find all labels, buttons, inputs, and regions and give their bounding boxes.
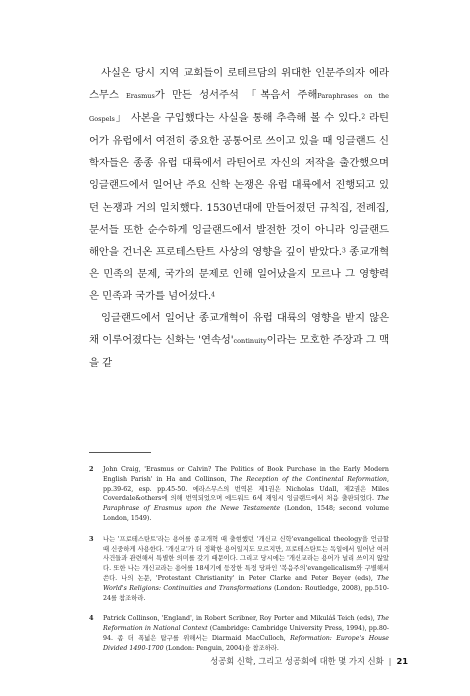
footnote-ref[interactable]: 2 bbox=[361, 113, 366, 121]
book-title: The Reformation in National Context bbox=[103, 615, 389, 633]
latin-term: evangelical theology bbox=[293, 534, 362, 543]
footnote bbox=[89, 614, 389, 653]
text-run: 이라는 모호한 주장과 그 맥을 같 bbox=[89, 334, 390, 370]
footnote-number: 2 bbox=[89, 465, 94, 473]
footnotes bbox=[89, 465, 389, 665]
book-title: The World's Religions: Continuities and Transformations bbox=[103, 574, 389, 592]
text-run: 나는 '프로테스탄트'라는 용어를 종교개혁 때 출현했던 '개신교 신학' bbox=[103, 535, 294, 543]
footnote-ref[interactable]: 4 bbox=[211, 291, 215, 299]
latin-term: continuity bbox=[233, 337, 267, 346]
footnote-number: 3 bbox=[89, 534, 94, 543]
text-run: 을 언급할 때 신중하게 사용한다. '개신교'가 더 정확한 용어일지도 모르지만, 프로테스탄트는 독일에서 일어난 여러 사건들과 관련해서 특별한 의미를 갖기 때문이다. 그리고 당시에는 '개신교라는 용어가 널리 쓰이지 않았다. 또한 나는 개신교라는 용어를 18세기에 등장한 특정 당파인 '복음주의' bbox=[103, 535, 389, 573]
book-title: Reformation: Europe's House Divided 1490-1700 bbox=[103, 634, 389, 652]
book-title: The Reception of the Continental Reformation bbox=[230, 475, 387, 483]
latin-term: Paraphrases on the Gospels bbox=[89, 92, 389, 124]
footnote-text bbox=[103, 465, 389, 524]
footnote-text bbox=[103, 535, 389, 604]
footnote-divider bbox=[89, 452, 151, 453]
text-run: 가 만든 성서주석 「복음서 주해 bbox=[154, 89, 318, 102]
page-number: 21 bbox=[396, 656, 408, 666]
body-text bbox=[89, 62, 389, 374]
body-paragraph-1 bbox=[89, 62, 389, 307]
text-run: (London: Penguin, 2004)을 참조하라. bbox=[163, 644, 279, 652]
text-run: , pp.39-62, esp. pp.45-50. 에라스무스의 번역본 제1권은 Nicholas Udall, 제2권은 Miles Coverdale&others에 의해 번역되었으며 에드워드 6세 재임시 잉글랜드에서 처음 출판되었다. bbox=[103, 475, 389, 503]
text-run: (Cambridge: Cambridge University Press, 1994), pp.80-94. 좀 더 폭넓은 탐구를 위해서는 Diarmaid MacCulloch, bbox=[103, 625, 389, 642]
text-run: Patrick Collinson, 'England', in Robert Scribner, Roy Porter and Mikuláš Teich (eds), bbox=[103, 615, 378, 623]
book-title: The Paraphrase of Erasmus upon the Newe Testamente bbox=[103, 495, 389, 513]
text-run: 와 구별해서 쓴다. 나의 논문, 'Protestant Christianity' in Peter Clarke and Peter Beyer (eds), bbox=[103, 565, 389, 582]
footnote bbox=[89, 535, 389, 604]
footnote-text bbox=[103, 614, 389, 653]
text-run: 라틴어가 유럽에서 여전히 중요한 공통어로 쓰이고 있을 때 잉글랜드 신학자들은 종종 유럽 대륙에서 라틴어로 자신의 저작을 출간했으며 잉글랜드에서 일어난 주요 신학 논쟁은 유럽 대륙에서 진행되고 있던 논쟁과 거의 일치했다. 1530년대에 만들어졌던 규칙집, 전례집, 문서들 또한 순수하게 잉글랜드에서 발전한 것이 아니라 잉글랜드 해안을 건너온 프로테스탄트 사상의 영향을 깊이 받았다. bbox=[89, 112, 389, 258]
running-head: 성공회 신학, 그리고 성공회에 대한 몇 가지 신화 bbox=[210, 656, 384, 666]
text-run: (London: Routledge, 2008), pp.510-24를 참조하라. bbox=[103, 584, 389, 602]
latin-term: Erasmus bbox=[126, 92, 155, 101]
text-run: 종교개혁은 민족의 문제, 국가의 문제로 인해 일어났을지 모르나 그 영향력은 민족과 국가를 넘어섰다. bbox=[89, 245, 390, 302]
page-footer bbox=[0, 655, 408, 667]
text-run: 」 사본을 구입했다는 사실을 통해 추측해 볼 수 있다. bbox=[114, 112, 362, 125]
text-run: 잉글랜드에서 일어난 종교개혁이 유럽 대륙의 영향을 받지 않은 채 이루어졌다는 신화는 '연속성' bbox=[89, 312, 389, 347]
footnote-number: 4 bbox=[89, 614, 94, 623]
footnote bbox=[89, 465, 389, 524]
text-run: 사실은 당시 지역 교회들이 로테르담의 위대한 인문주의자 에라스무스 bbox=[89, 67, 389, 102]
text-run: (London, 1548; second volume London, 1549). bbox=[103, 505, 390, 522]
footnote-ref[interactable]: 3 bbox=[342, 247, 346, 255]
latin-term: evangelicalism bbox=[307, 564, 357, 573]
text-run: John Craig, 'Erasmus or Calvin? The Politics of Book Purchase in the Early Modern English Parish' in Ha and Collinson, bbox=[103, 466, 389, 483]
footer-separator: | bbox=[388, 656, 392, 666]
body-paragraph-2 bbox=[89, 307, 389, 374]
